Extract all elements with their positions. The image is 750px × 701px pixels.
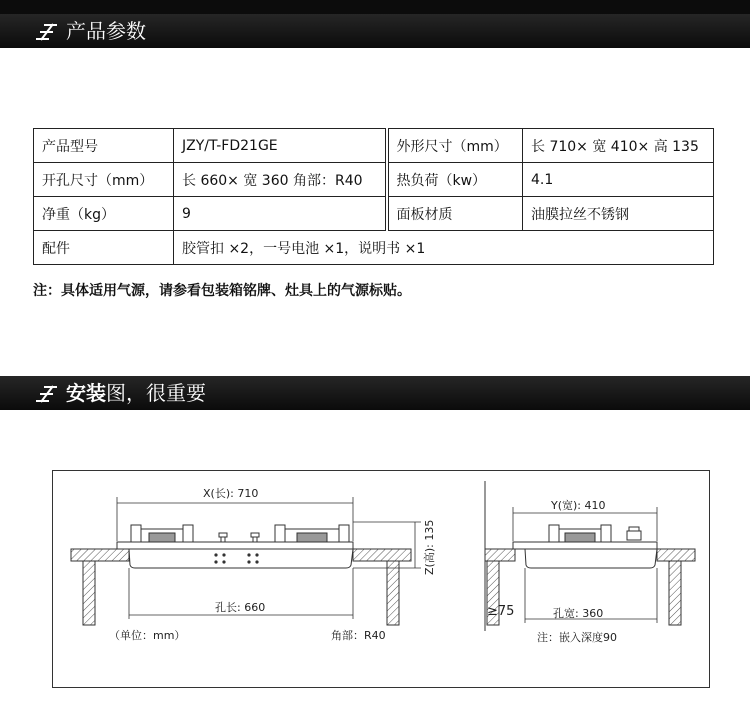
cabinet-wall-left xyxy=(83,561,95,625)
installation-diagram xyxy=(52,470,710,688)
spec-label: 净重（kg） xyxy=(34,197,174,231)
burner-right xyxy=(275,525,349,542)
header-slash-icon xyxy=(33,385,59,403)
min-gap-label: ≥75 xyxy=(487,604,515,619)
table-row xyxy=(34,197,714,231)
front-view xyxy=(71,487,436,642)
width-label: Y(宽): 410 xyxy=(551,499,606,512)
installation-drawing xyxy=(53,471,711,689)
top-bar xyxy=(0,0,750,14)
spec-label: 外形尺寸（mm） xyxy=(387,129,523,163)
side-countertop-right xyxy=(657,549,695,561)
length-label: X(长): 710 xyxy=(203,487,259,500)
table-row xyxy=(34,231,714,265)
spec-label: 面板材质 xyxy=(387,197,523,231)
spec-value: 9 xyxy=(174,197,387,231)
side-cabinet-wall-right xyxy=(669,561,681,625)
section-title xyxy=(66,376,206,410)
spec-label: 热负荷（kw） xyxy=(387,163,523,197)
depth-note: 注：嵌入深度90 xyxy=(537,631,617,644)
spec-label: 产品型号 xyxy=(34,129,174,163)
side-countertop-left xyxy=(485,549,515,561)
countertop-left xyxy=(71,549,129,561)
spec-table xyxy=(33,128,714,265)
section-title: 产品参数 xyxy=(66,19,146,43)
unit-label: （单位：mm） xyxy=(109,629,186,642)
side-burner xyxy=(549,525,611,542)
side-hob-body xyxy=(525,549,657,568)
burner-left xyxy=(131,525,193,542)
side-view xyxy=(485,481,695,644)
table-row xyxy=(34,129,714,163)
spec-value: 胶管扣 ×2，一号电池 ×1，说明书 ×1 xyxy=(174,231,714,265)
spec-value: JZY/T-FD21GE xyxy=(174,129,387,163)
section-title-bold: 安装 xyxy=(66,381,106,405)
cabinet-wall-right xyxy=(387,561,399,625)
gas-source-note: 注：具体适用气源，请参看包装箱铭牌、灶具上的气源标贴。 xyxy=(33,283,411,299)
table-row xyxy=(34,163,714,197)
hob-body xyxy=(129,549,353,568)
knob-stems xyxy=(219,533,259,542)
spec-value: 长 660× 宽 360 角部：R40 xyxy=(174,163,387,197)
hole-length-label: 孔长: 660 xyxy=(215,601,266,614)
spec-value: 长 710× 宽 410× 高 135 xyxy=(523,129,714,163)
side-hob-panel xyxy=(513,542,657,549)
header-slash-icon xyxy=(33,23,59,41)
side-knob xyxy=(627,527,641,540)
spec-value: 油膜拉丝不锈钢 xyxy=(523,197,714,231)
section-header-parameters xyxy=(0,14,750,48)
countertop-right xyxy=(353,549,411,561)
hole-width-label: 孔宽: 360 xyxy=(553,607,604,620)
section-title-rest: 图，很重要 xyxy=(106,381,206,405)
section-header-installation xyxy=(0,376,750,410)
corner-label: 角部：R40 xyxy=(331,629,386,642)
spec-label: 配件 xyxy=(34,231,174,265)
spec-label: 开孔尺寸（mm） xyxy=(34,163,174,197)
hob-panel xyxy=(117,542,353,549)
spec-value: 4.1 xyxy=(523,163,714,197)
height-label: Z(高): 135 xyxy=(423,519,436,575)
